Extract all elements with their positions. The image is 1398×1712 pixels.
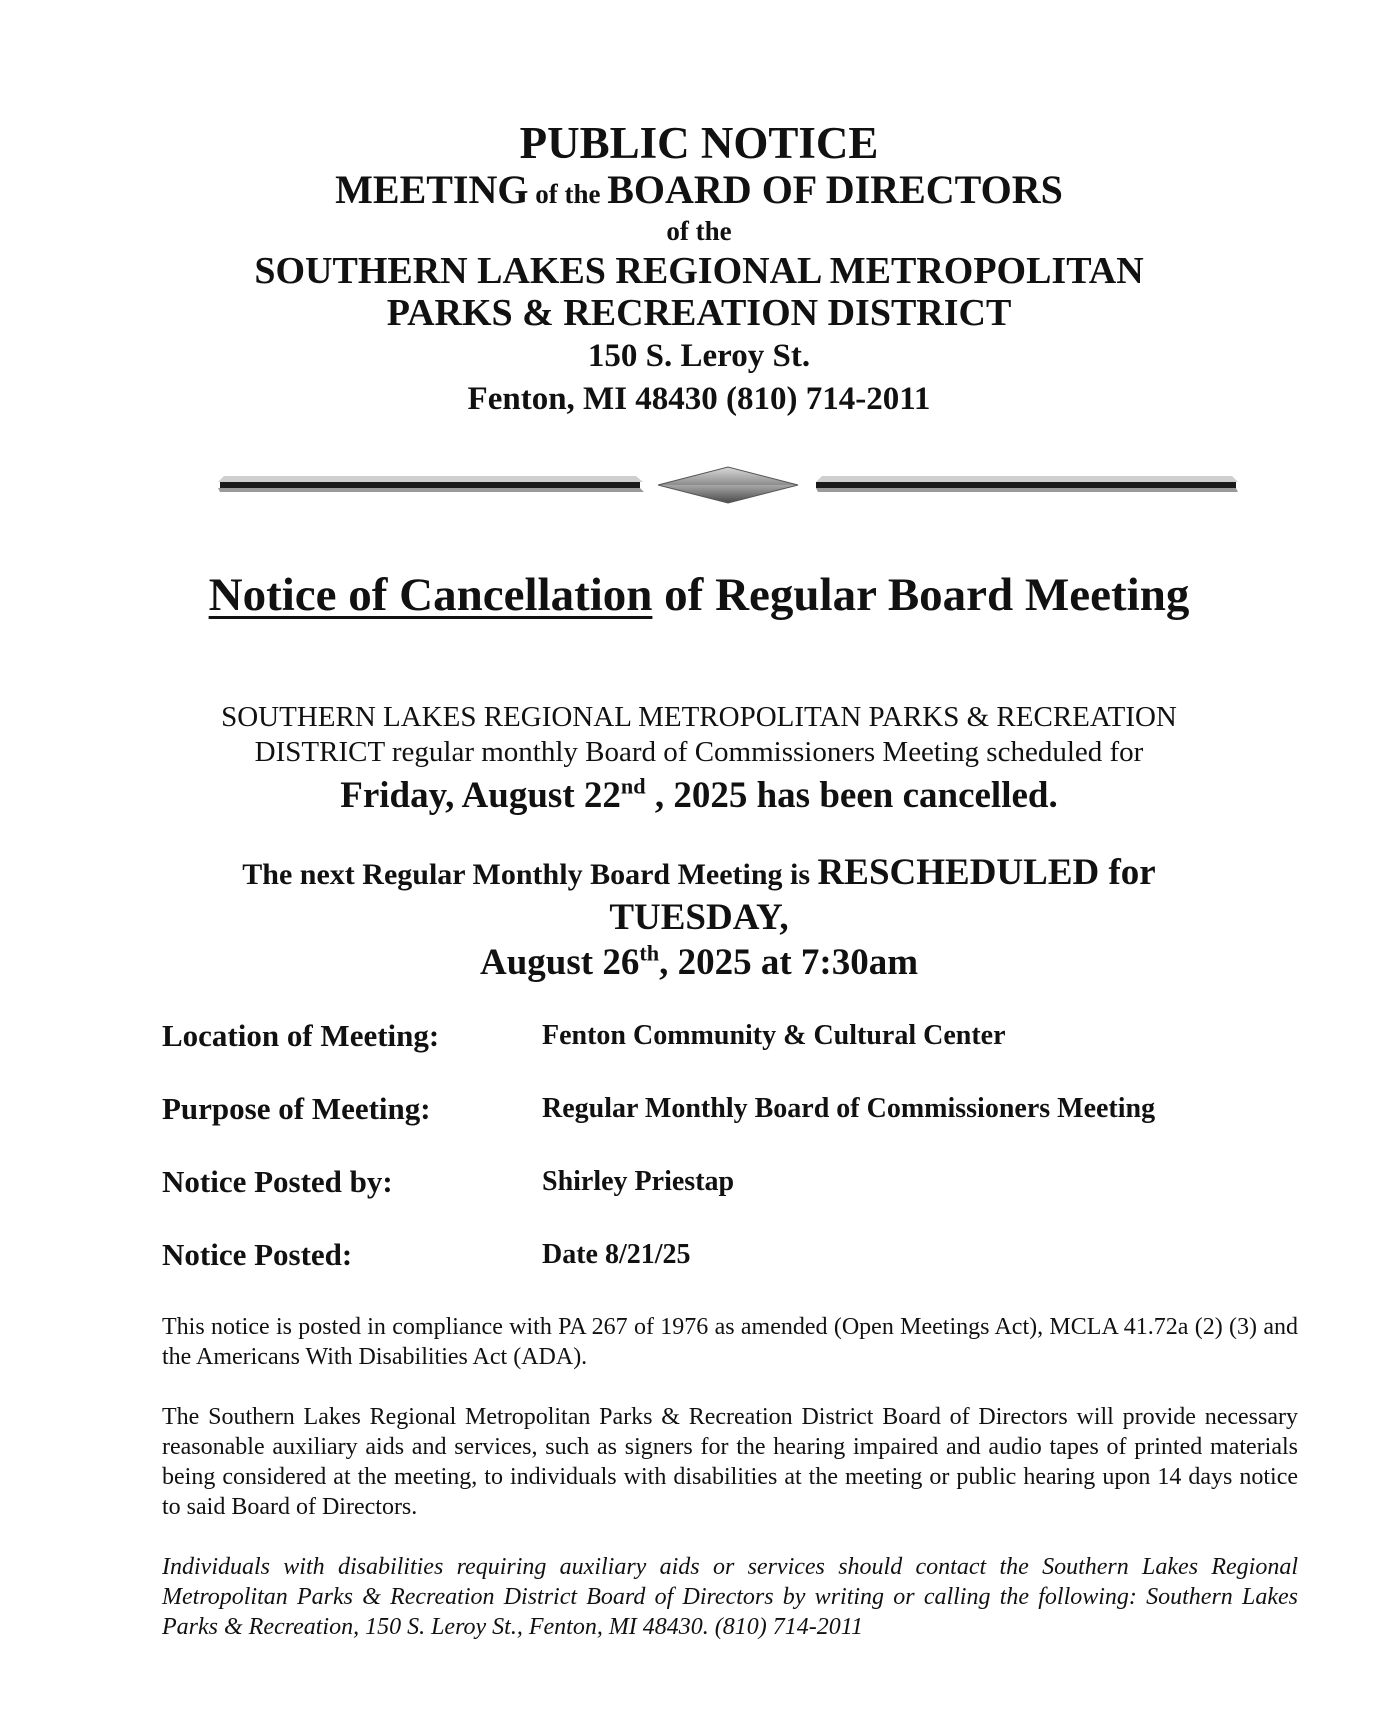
reschedule-day: TUESDAY, <box>609 897 789 939</box>
header-meeting-line <box>0 168 1398 213</box>
detail-label: Notice Posted: <box>162 1237 353 1272</box>
header-public-notice: PUBLIC NOTICE <box>519 118 879 168</box>
detail-label: Location of Meeting: <box>162 1018 440 1053</box>
header-board-of-directors: BOARD OF DIRECTORS <box>607 167 1063 213</box>
title-rest: of Regular Board Meeting <box>652 569 1190 621</box>
reschedule-date <box>0 940 1398 985</box>
reschedule-lead-line <box>0 850 1398 895</box>
title-underlined: Notice of Cancellation <box>208 569 653 621</box>
detail-value: Shirley Priestap <box>542 1166 735 1197</box>
intro-line-2: DISTRICT regular monthly Board of Commissioners Meeting scheduled for <box>254 736 1144 769</box>
divider-diamond-icon <box>658 467 798 503</box>
cancelled-date-suffix: nd <box>620 773 646 799</box>
notice-header <box>0 118 1398 421</box>
header-meeting-word: MEETING <box>335 167 529 213</box>
header-of-the-small: of the <box>528 179 608 210</box>
reschedule-date-suffix: th <box>639 940 660 966</box>
divider-right-rule <box>816 476 1238 492</box>
reschedule-date-rest: , 2025 at 7:30am <box>659 942 919 984</box>
reschedule-keyword: RESCHEDULED for <box>817 852 1156 893</box>
header-district-name-2: PARKS & RECREATION DISTRICT <box>386 292 1012 335</box>
detail-row-purpose <box>162 1091 1302 1164</box>
detail-row-posted-by <box>162 1164 1302 1237</box>
header-city-phone: Fenton, MI 48430 (810) 714-2011 <box>467 380 931 417</box>
cancelled-date <box>0 773 1398 818</box>
detail-value: Regular Monthly Board of Commissioners Meeting <box>542 1093 1156 1124</box>
decorative-divider <box>218 462 1238 506</box>
auxiliary-aids-paragraph: The Southern Lakes Regional Metropolitan Parks & Recreation District Board of Directors will provide necessary reasonable auxiliary aids and services, such as signers for the hearing impaired and audio tapes of printed materials being considered at the meeting, to individuals with disabilities at the meeting or public hearing upon 14 days notice to said Board of Directors. <box>162 1404 1298 1520</box>
compliance-paragraph: This notice is posted in compliance with PA 267 of 1976 as amended (Open Meetings Act), MCLA 41.72a (2) (3) and the Americans With Disabilities Act (ADA). <box>162 1314 1298 1370</box>
intro-line-1: SOUTHERN LAKES REGIONAL METROPOLITAN PARKS & RECREATION <box>221 701 1177 733</box>
reschedule-statement <box>0 850 1398 985</box>
detail-label: Purpose of Meeting: <box>162 1091 431 1126</box>
cancelled-date-rest: , 2025 has been cancelled. <box>645 774 1058 816</box>
meeting-details <box>162 1018 1302 1310</box>
detail-row-posted-date <box>162 1237 1302 1310</box>
header-district-name-1: SOUTHERN LAKES REGIONAL METROPOLITAN <box>254 249 1144 292</box>
reschedule-lead: The next Regular Monthly Board Meeting is <box>242 858 818 891</box>
detail-value: Date 8/21/25 <box>542 1239 691 1270</box>
detail-value: Fenton Community & Cultural Center <box>542 1020 1006 1051</box>
detail-label: Notice Posted by: <box>162 1164 393 1199</box>
header-of-the: of the <box>666 216 732 247</box>
header-street-address: 150 S. Leroy St. <box>587 337 811 374</box>
cancelled-date-text: Friday, August 22 <box>340 774 621 816</box>
cancellation-statement <box>0 700 1398 818</box>
detail-row-location <box>162 1018 1302 1091</box>
reschedule-date-text: August 26 <box>479 942 640 984</box>
cancellation-title <box>0 568 1398 622</box>
contact-paragraph: Individuals with disabilities requiring auxiliary aids or services should contact the Southern Lakes Regional Metropolitan Parks & Recreation District Board of Directors by writing or calling the following: Southern Lakes Parks & Recreation, 150 S. Leroy St., Fenton, MI 48430. (810) 714-2011 <box>162 1554 1298 1640</box>
divider-left-rule <box>218 476 644 492</box>
